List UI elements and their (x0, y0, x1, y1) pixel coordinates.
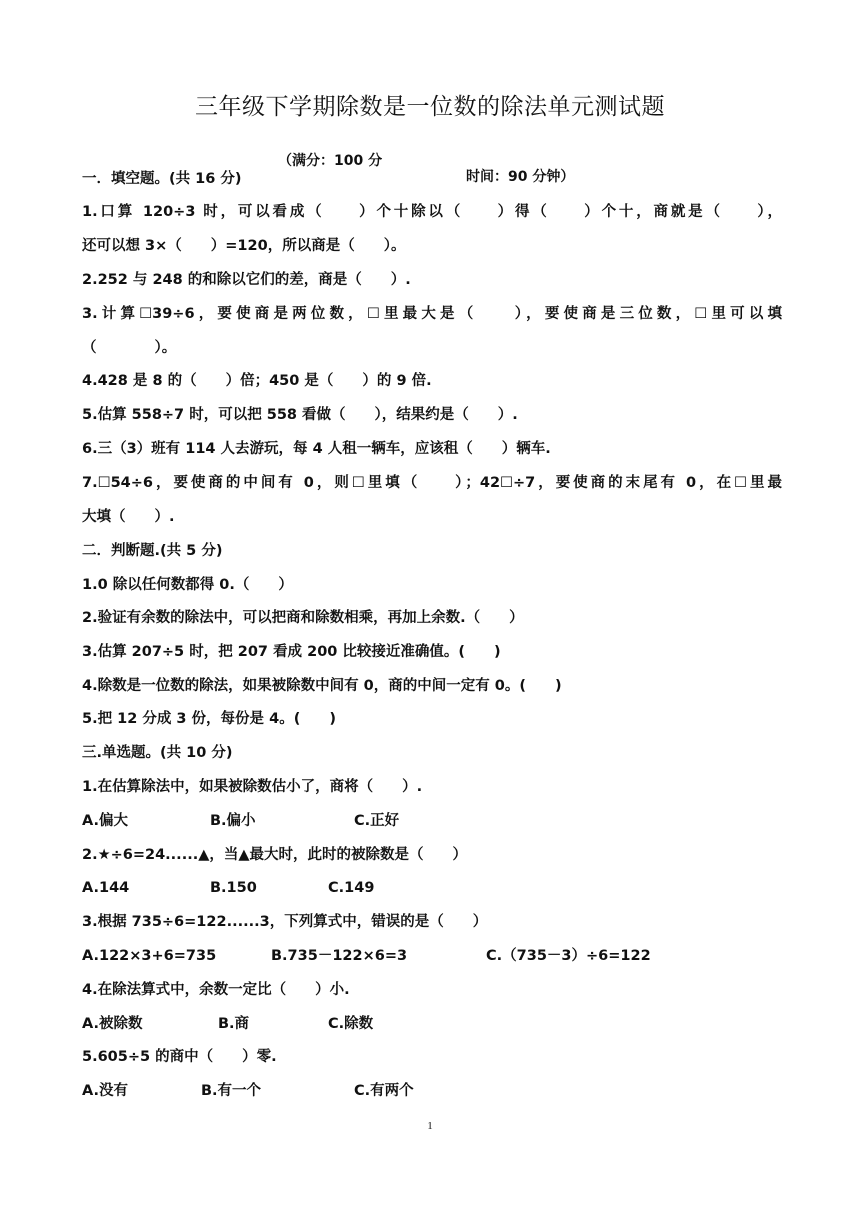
s1-q6: 6.三（3）班有 114 人去游玩，每 4 人租一辆车，应该租（ ）辆车. (82, 441, 551, 457)
s3-q4-option-c: C.除数 (328, 1016, 374, 1032)
s1-q1-line2: 还可以想 3×（ ）=120，所以商是（ ）。 (82, 238, 406, 254)
s2-q4: 4.除数是一位数的除法，如果被除数中间有 0，商的中间一定有 0。( ) (82, 678, 562, 694)
s3-q1: 1.在估算除法中，如果被除数估小了，商将（ ）. (82, 779, 423, 795)
s1-q7-line2: 大填（ ）. (82, 509, 175, 525)
s1-q2: 2.252 与 248 的和除以它们的差，商是（ ）. (82, 272, 411, 288)
s3-q5-option-a: A.没有 (82, 1083, 128, 1099)
s2-q1: 1.0 除以任何数都得 0.（ ） (82, 577, 293, 593)
s3-q4-option-a: A.被除数 (82, 1016, 143, 1032)
s3-q2-option-b: B.150 (210, 880, 257, 896)
s1-q5: 5.估算 558÷7 时，可以把 558 看做（ ），结果约是（ ）. (82, 407, 518, 423)
s3-q3: 3.根据 735÷6=122......3，下列算式中，错误的是（ ） (82, 914, 488, 930)
s3-q5-option-b: B.有一个 (201, 1083, 262, 1099)
s3-q5-option-c: C.有两个 (354, 1083, 414, 1099)
s2-q3: 3.估算 207÷5 时，把 207 看成 200 比较接近准确值。( ) (82, 644, 501, 660)
s3-q4: 4.在除法算式中，余数一定比（ ）小. (82, 982, 350, 998)
s3-q3-option-c: C.（735－3）÷6=122 (486, 948, 651, 964)
s1-q3-line1: 3.计算☐39÷6，要使商是两位数，☐里最大是（ ），要使商是三位数，☐里可以填 (82, 306, 782, 322)
s3-q1-option-a: A.偏大 (82, 813, 128, 829)
s3-q3-option-b: B.735－122×6=3 (271, 948, 408, 964)
s3-q2-option-c: C.149 (328, 880, 375, 896)
s3-q3-option-a: A.122×3+6=735 (82, 948, 217, 964)
section2-heading: 二．判断题.(共 5 分) (82, 543, 223, 559)
section1-heading: 一．填空题。(共 16 分) (82, 171, 242, 187)
s1-q1-line1: 1.口算 120÷3 时，可以看成（ ）个十除以（ ）得（ ）个十，商就是（ ）， (82, 204, 782, 220)
exam-title: 三年级下学期除数是一位数的除法单元测试题 (195, 94, 665, 120)
s2-q2: 2.验证有余数的除法中，可以把商和除数相乘，再加上余数.（ ） (82, 610, 524, 626)
time-label: 时间：90 分钟） (466, 169, 575, 185)
s2-q5: 5.把 12 分成 3 份，每份是 4。( ) (82, 711, 336, 727)
s1-q3-line2: （ ）。 (82, 340, 177, 356)
s1-q7-line1: 7.☐54÷6，要使商的中间有 0，则☐里填（ ）；42☐÷7，要使商的末尾有 0，在☐里最 (82, 475, 782, 491)
s3-q2-option-a: A.144 (82, 880, 130, 896)
s3-q4-option-b: B.商 (218, 1016, 250, 1032)
s1-q4: 4.428 是 8 的（ ）倍；450 是（ ）的 9 倍. (82, 373, 432, 389)
s3-q2: 2.★÷6=24......▲，当▲最大时，此时的被除数是（ ） (82, 847, 468, 863)
s3-q5: 5.605÷5 的商中（ ）零. (82, 1049, 277, 1065)
page-number: 1 (427, 1120, 433, 1132)
s3-q1-option-c: C.正好 (354, 813, 400, 829)
section3-heading: 三.单选题。(共 10 分) (82, 745, 233, 761)
s3-q1-option-b: B.偏小 (210, 813, 256, 829)
full-marks-label: （满分：100 分 (278, 153, 383, 169)
